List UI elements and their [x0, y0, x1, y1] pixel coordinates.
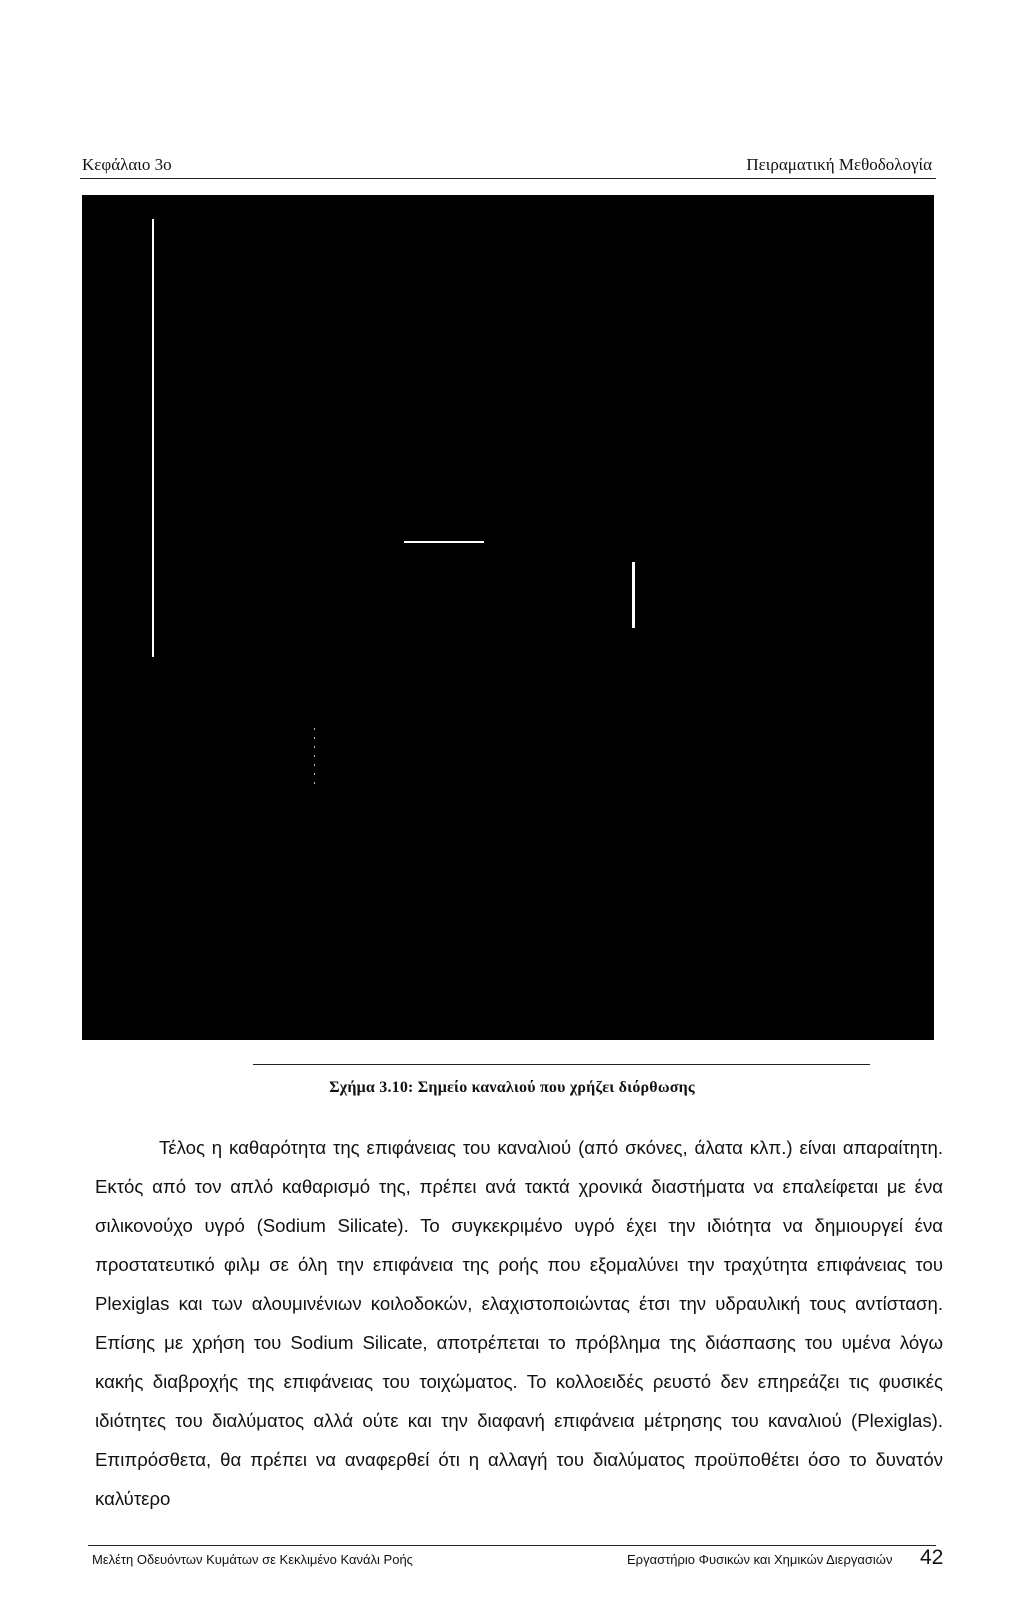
footer-thesis-title: Μελέτη Οδευόντων Κυμάτων σε Κεκλιμένο Κανάλι Ροής [92, 1552, 413, 1567]
figure-photo [82, 195, 934, 1040]
figure-left-edge-line [152, 219, 154, 657]
figure-vertical-mark [632, 562, 635, 628]
figure-horizontal-mark [404, 541, 484, 543]
body-paragraph: Τέλος η καθαρότητα της επιφάνειας του καναλιού (από σκόνες, άλατα κλπ.) είναι απαραίτητη. Εκτός από τον απλό καθαρισμό της, πρέπει ανά τακτά χρονικά διαστήματα να επαλείφεται με ένα σιλικονούχο υγρό (Sodium Silicate). Το συγκεκριμένο υγρό έχει την ιδιότητα να δημιουργεί ένα προστατευτικό φιλμ σε όλη την επιφάνεια της ροής που εξομαλύνει την τραχύτητα επιφάνειας του Plexiglas και των αλουμινένιων κοιλοδοκών, ελαχιστοποιώντας έτσι την υδραυλική τους αντίσταση. Επίσης με χρήση του Sodium Silicate, αποτρέπεται το πρόβλημα της διάσπασης του υμένα λόγω κακής διαβροχής της επιφάνειας του τοιχώματος. Το κολλοειδές ρευστό δεν επηρεάζει τις φυσικές ιδιότητες του διαλύματος αλλά ούτε και την διαφανή επιφάνεια μέτρησης του καναλιού (Plexiglas). Επιπρόσθετα, θα πρέπει να αναφερθεί ότι η αλλαγή του διαλύματος προϋποθέτει όσο το δυνατόν καλύτερο [95, 1137, 943, 1509]
figure-caption: Σχήμα 3.10: Σημείο καναλιού που χρήζει διόρθωσης [329, 1079, 695, 1096]
figure-dotted-mark [314, 728, 315, 784]
figure-rule [253, 1064, 870, 1065]
header-section-title: Πειραματική Μεθοδολογία [746, 155, 932, 174]
header-chapter: Κεφάλαιο 3ο [82, 155, 172, 174]
header-rule [80, 178, 936, 179]
page-number: 42 [920, 1546, 944, 1569]
footer-rule [88, 1545, 936, 1546]
footer-lab-name: Εργαστήριο Φυσικών και Χημικών Διεργασιών [627, 1552, 893, 1567]
